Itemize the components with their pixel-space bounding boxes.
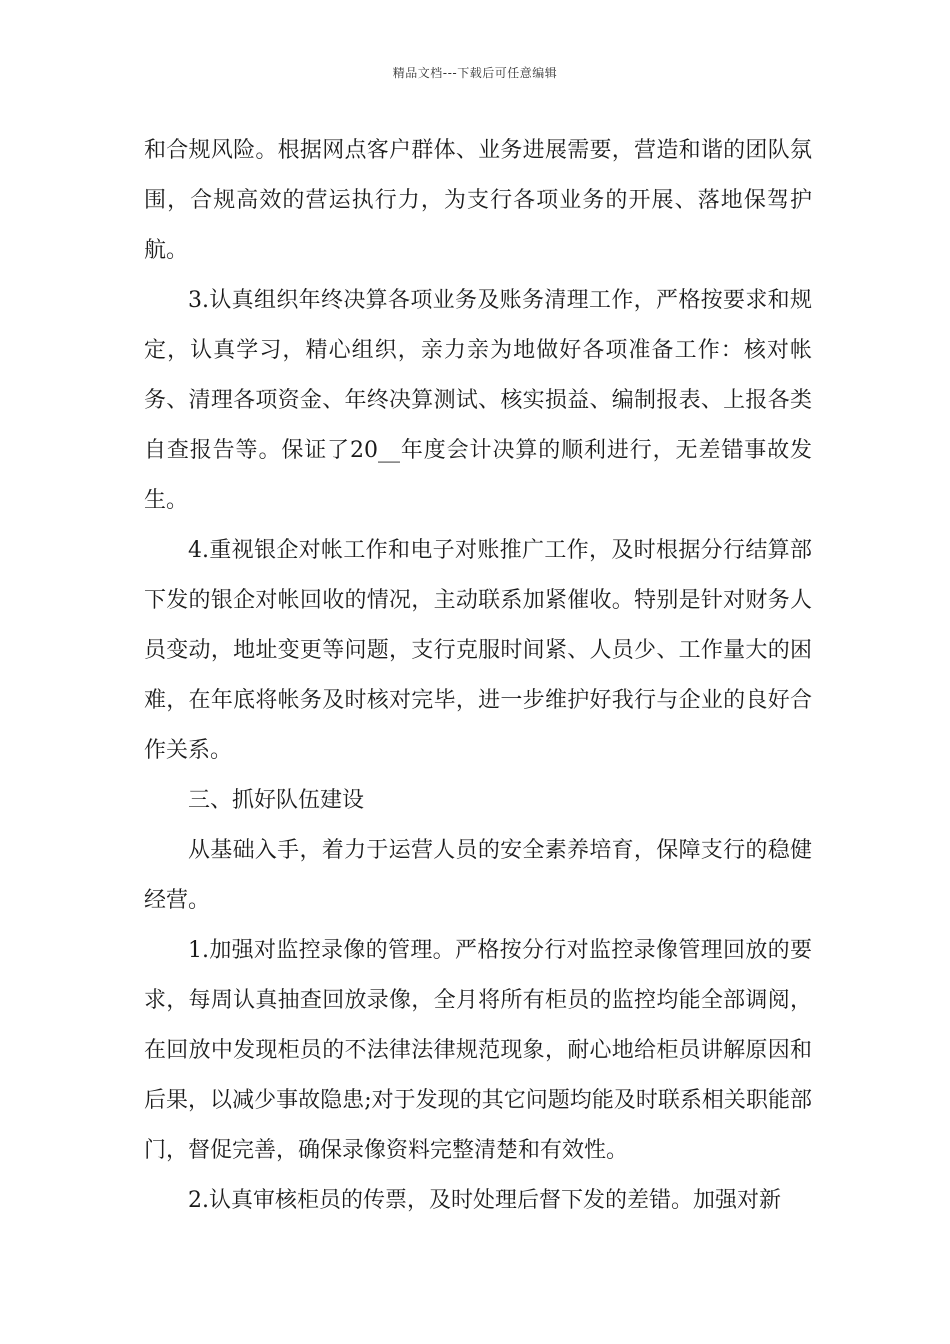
paragraph-item-1: 1.加强对监控录像的管理。严格按分行对监控录像管理回放的要求，每周认真抽查回放录像，全月将所有柜员的监控均能全部调阅，在回放中发现柜员的不法律法律规范现象，耐心地给柜员讲解原因和后果，以减少事故隐患;对于发现的其它问题均能及时联系相关职能部门，督促完善，确保录像资料完整清楚和有效性。: [144, 938, 812, 1163]
paragraph-section-intro: 从基础入手，着力于运营人员的安全素养培育，保障支行的稳健经营。: [144, 838, 812, 913]
page-header: 精品文档---下载后可任意编辑: [392, 66, 558, 80]
paragraph-item-4: 4.重视银企对帐工作和电子对账推广工作，及时根据分行结算部下发的银企对帐回收的情况，主动联系加紧催收。特别是针对财务人员变动，地址变更等问题，支行克服时间紧、人员少、工作量大的困难，在年底将帐务及时核对完毕，进一步维护好我行与企业的良好合作关系。: [144, 538, 812, 763]
paragraph-continuation: 和合规风险。根据网点客户群体、业务进展需要，营造和谐的团队氛围，合规高效的营运执行力，为支行各项业务的开展、落地保驾护航。: [144, 138, 812, 263]
paragraph-item-3: 3.认真组织年终决算各项业务及账务清理工作，严格按要求和规定，认真学习，精心组织，亲力亲为地做好各项准备工作：核对帐务、清理各项资金、年终决算测试、核实损益、编制报表、上报各类自查报告等。保证了20__年度会计决算的顺利进行，无差错事故发生。: [144, 288, 812, 513]
paragraph-item-2: 2.认真审核柜员的传票，及时处理后督下发的差错。加强对新: [188, 1188, 781, 1213]
section-heading: 三、抓好队伍建设: [188, 788, 365, 813]
document-body: [144, 126, 812, 1226]
